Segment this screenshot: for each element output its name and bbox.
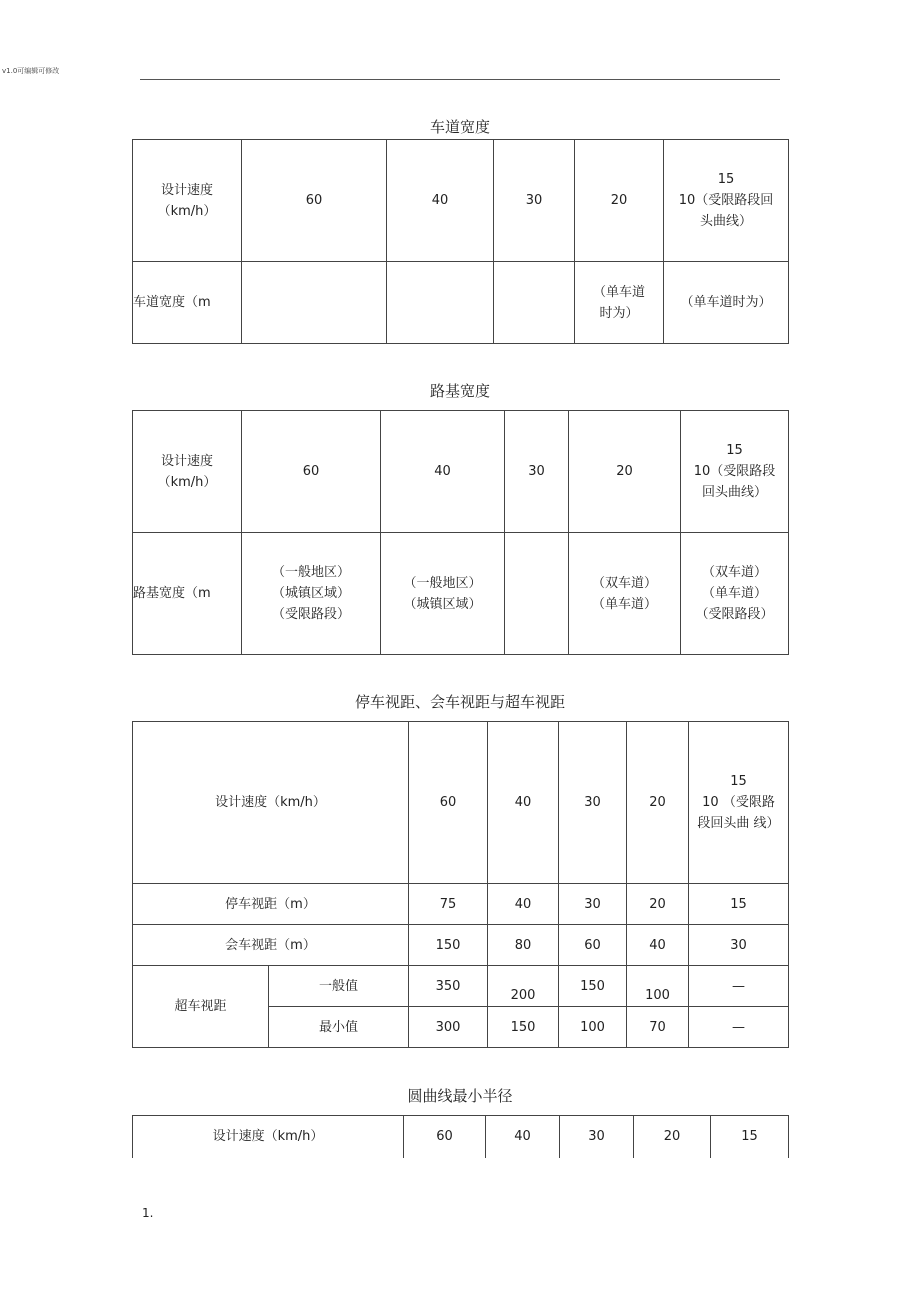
empty-cell — [242, 262, 387, 344]
overtaking-general-40: 200 — [488, 966, 559, 1007]
speed-label: 设计速度 — [160, 182, 213, 198]
overtaking-min-30: 100 — [559, 1007, 627, 1048]
speed-60: 60 — [404, 1116, 486, 1158]
overtaking-general-label: 一般值 — [269, 966, 409, 1007]
speed-header-cell — [133, 140, 242, 262]
overtaking-min-label: 最小值 — [269, 1007, 409, 1048]
table-row — [133, 1116, 789, 1158]
roadbed-last-line3: （受限路段） — [695, 607, 774, 622]
speed-15-10 — [664, 140, 789, 262]
roadbed-20 — [569, 533, 681, 655]
speed-15-10 — [689, 722, 789, 884]
speed-30: 30 — [560, 1116, 634, 1158]
curve-radius-title: 圆曲线最小半径 — [407, 1087, 513, 1105]
roadbed-40-line1: （一般地区） — [403, 575, 482, 591]
speed-40: 40 — [486, 1116, 560, 1158]
empty-cell — [494, 262, 575, 344]
roadbed-40 — [381, 533, 505, 655]
empty-cell — [387, 262, 494, 344]
speed-10-line1: 10（受限路段回 — [678, 193, 774, 208]
roadbed-width-label: 路基宽度（m — [133, 533, 242, 655]
roadbed-width-table — [132, 410, 789, 655]
speed-header-cell: 设计速度（km/h） — [133, 1116, 404, 1158]
meeting-40: 80 — [488, 925, 559, 966]
speed-30: 30 — [505, 411, 569, 533]
speed-30: 30 — [559, 722, 627, 884]
speed-unit: （km/h） — [157, 474, 217, 490]
speed-30: 30 — [494, 140, 575, 262]
speed-header-cell — [133, 411, 242, 533]
overtaking-general-20: 100 — [627, 966, 689, 1007]
roadbed-20-line1: （双车道） — [591, 575, 657, 591]
curve-radius-table — [132, 1115, 789, 1158]
overtaking-min-40: 150 — [488, 1007, 559, 1048]
roadbed-60 — [242, 533, 381, 655]
meeting-30: 60 — [559, 925, 627, 966]
table-row — [133, 140, 789, 262]
stopping-60: 75 — [409, 884, 488, 925]
version-note: v1.0可编辑可修改 — [2, 67, 60, 75]
meeting-label: 会车视距（m） — [133, 925, 409, 966]
lane-width-table — [132, 139, 789, 344]
speed-15: 15 — [726, 443, 743, 458]
stopping-label: 停车视距（m） — [133, 884, 409, 925]
page-number: 1. — [142, 1206, 154, 1220]
speed-20: 20 — [627, 722, 689, 884]
speed-15-10 — [681, 411, 789, 533]
roadbed-last — [681, 533, 789, 655]
speed-header-cell: 设计速度（km/h） — [133, 722, 409, 884]
overtaking-min-15: — — [689, 1007, 789, 1048]
meeting-60: 150 — [409, 925, 488, 966]
overtaking-general-30: 150 — [559, 966, 627, 1007]
overtaking-min-60: 300 — [409, 1007, 488, 1048]
speed-60: 60 — [409, 722, 488, 884]
speed-40: 40 — [387, 140, 494, 262]
overtaking-general-15: — — [689, 966, 789, 1007]
sight-distance-title: 停车视距、会车视距与超车视距 — [354, 693, 565, 711]
speed-unit: （km/h） — [157, 203, 217, 219]
roadbed-last-line1: （双车道） — [701, 565, 767, 580]
speed-40: 40 — [488, 722, 559, 884]
lane-20-line1: （单车道 — [592, 284, 645, 300]
speed-10-line2: 头曲线） — [699, 214, 752, 229]
table-row — [133, 884, 789, 925]
speed-20: 20 — [634, 1116, 711, 1158]
speed-40: 40 — [381, 411, 505, 533]
header-rule — [140, 79, 780, 80]
roadbed-width-title: 路基宽度 — [429, 382, 490, 400]
roadbed-40-line2: （城镇区域） — [403, 596, 482, 612]
speed-10-line2: 回头曲线） — [701, 485, 767, 500]
table-row — [133, 925, 789, 966]
meeting-15: 30 — [689, 925, 789, 966]
overtaking-min-20: 70 — [627, 1007, 689, 1048]
roadbed-60-line2: （城镇区域） — [271, 586, 350, 601]
speed-15: 15 — [717, 172, 735, 187]
table-row — [133, 533, 789, 655]
roadbed-20-line2: （单车道） — [591, 596, 657, 612]
overtaking-label: 超车视距 — [133, 966, 269, 1048]
meeting-20: 40 — [627, 925, 689, 966]
speed-60: 60 — [242, 411, 381, 533]
speed-10-line1: 10（受限路段 — [693, 464, 776, 479]
lane-width-label: 车道宽度（m — [133, 262, 242, 344]
roadbed-60-line1: （一般地区） — [271, 565, 350, 580]
lane-width-last: （单车道时为） — [664, 262, 789, 344]
stopping-30: 30 — [559, 884, 627, 925]
sight-distance-table — [132, 721, 789, 1048]
table-row — [133, 722, 789, 884]
overtaking-general-60: 350 — [409, 966, 488, 1007]
lane-width-title: 车道宽度 — [429, 118, 490, 136]
speed-label: 设计速度 — [160, 453, 213, 469]
speed-10-line1: 10 （受限路 — [702, 795, 775, 810]
speed-60: 60 — [242, 140, 387, 262]
speed-20: 20 — [575, 140, 664, 262]
roadbed-60-line3: （受限路段） — [271, 607, 350, 622]
empty-cell — [505, 533, 569, 655]
roadbed-last-line2: （单车道） — [701, 586, 767, 601]
speed-20: 20 — [569, 411, 681, 533]
stopping-15: 15 — [689, 884, 789, 925]
stopping-20: 20 — [627, 884, 689, 925]
lane-20-line2: 时为） — [599, 305, 639, 321]
speed-15: 15 — [711, 1116, 789, 1158]
table-row — [133, 411, 789, 533]
speed-10-line2: 段回头曲 线） — [697, 816, 780, 831]
stopping-40: 40 — [488, 884, 559, 925]
lane-width-20 — [575, 262, 664, 344]
table-row — [133, 262, 789, 344]
table-row — [133, 966, 789, 1007]
speed-15: 15 — [730, 774, 747, 789]
